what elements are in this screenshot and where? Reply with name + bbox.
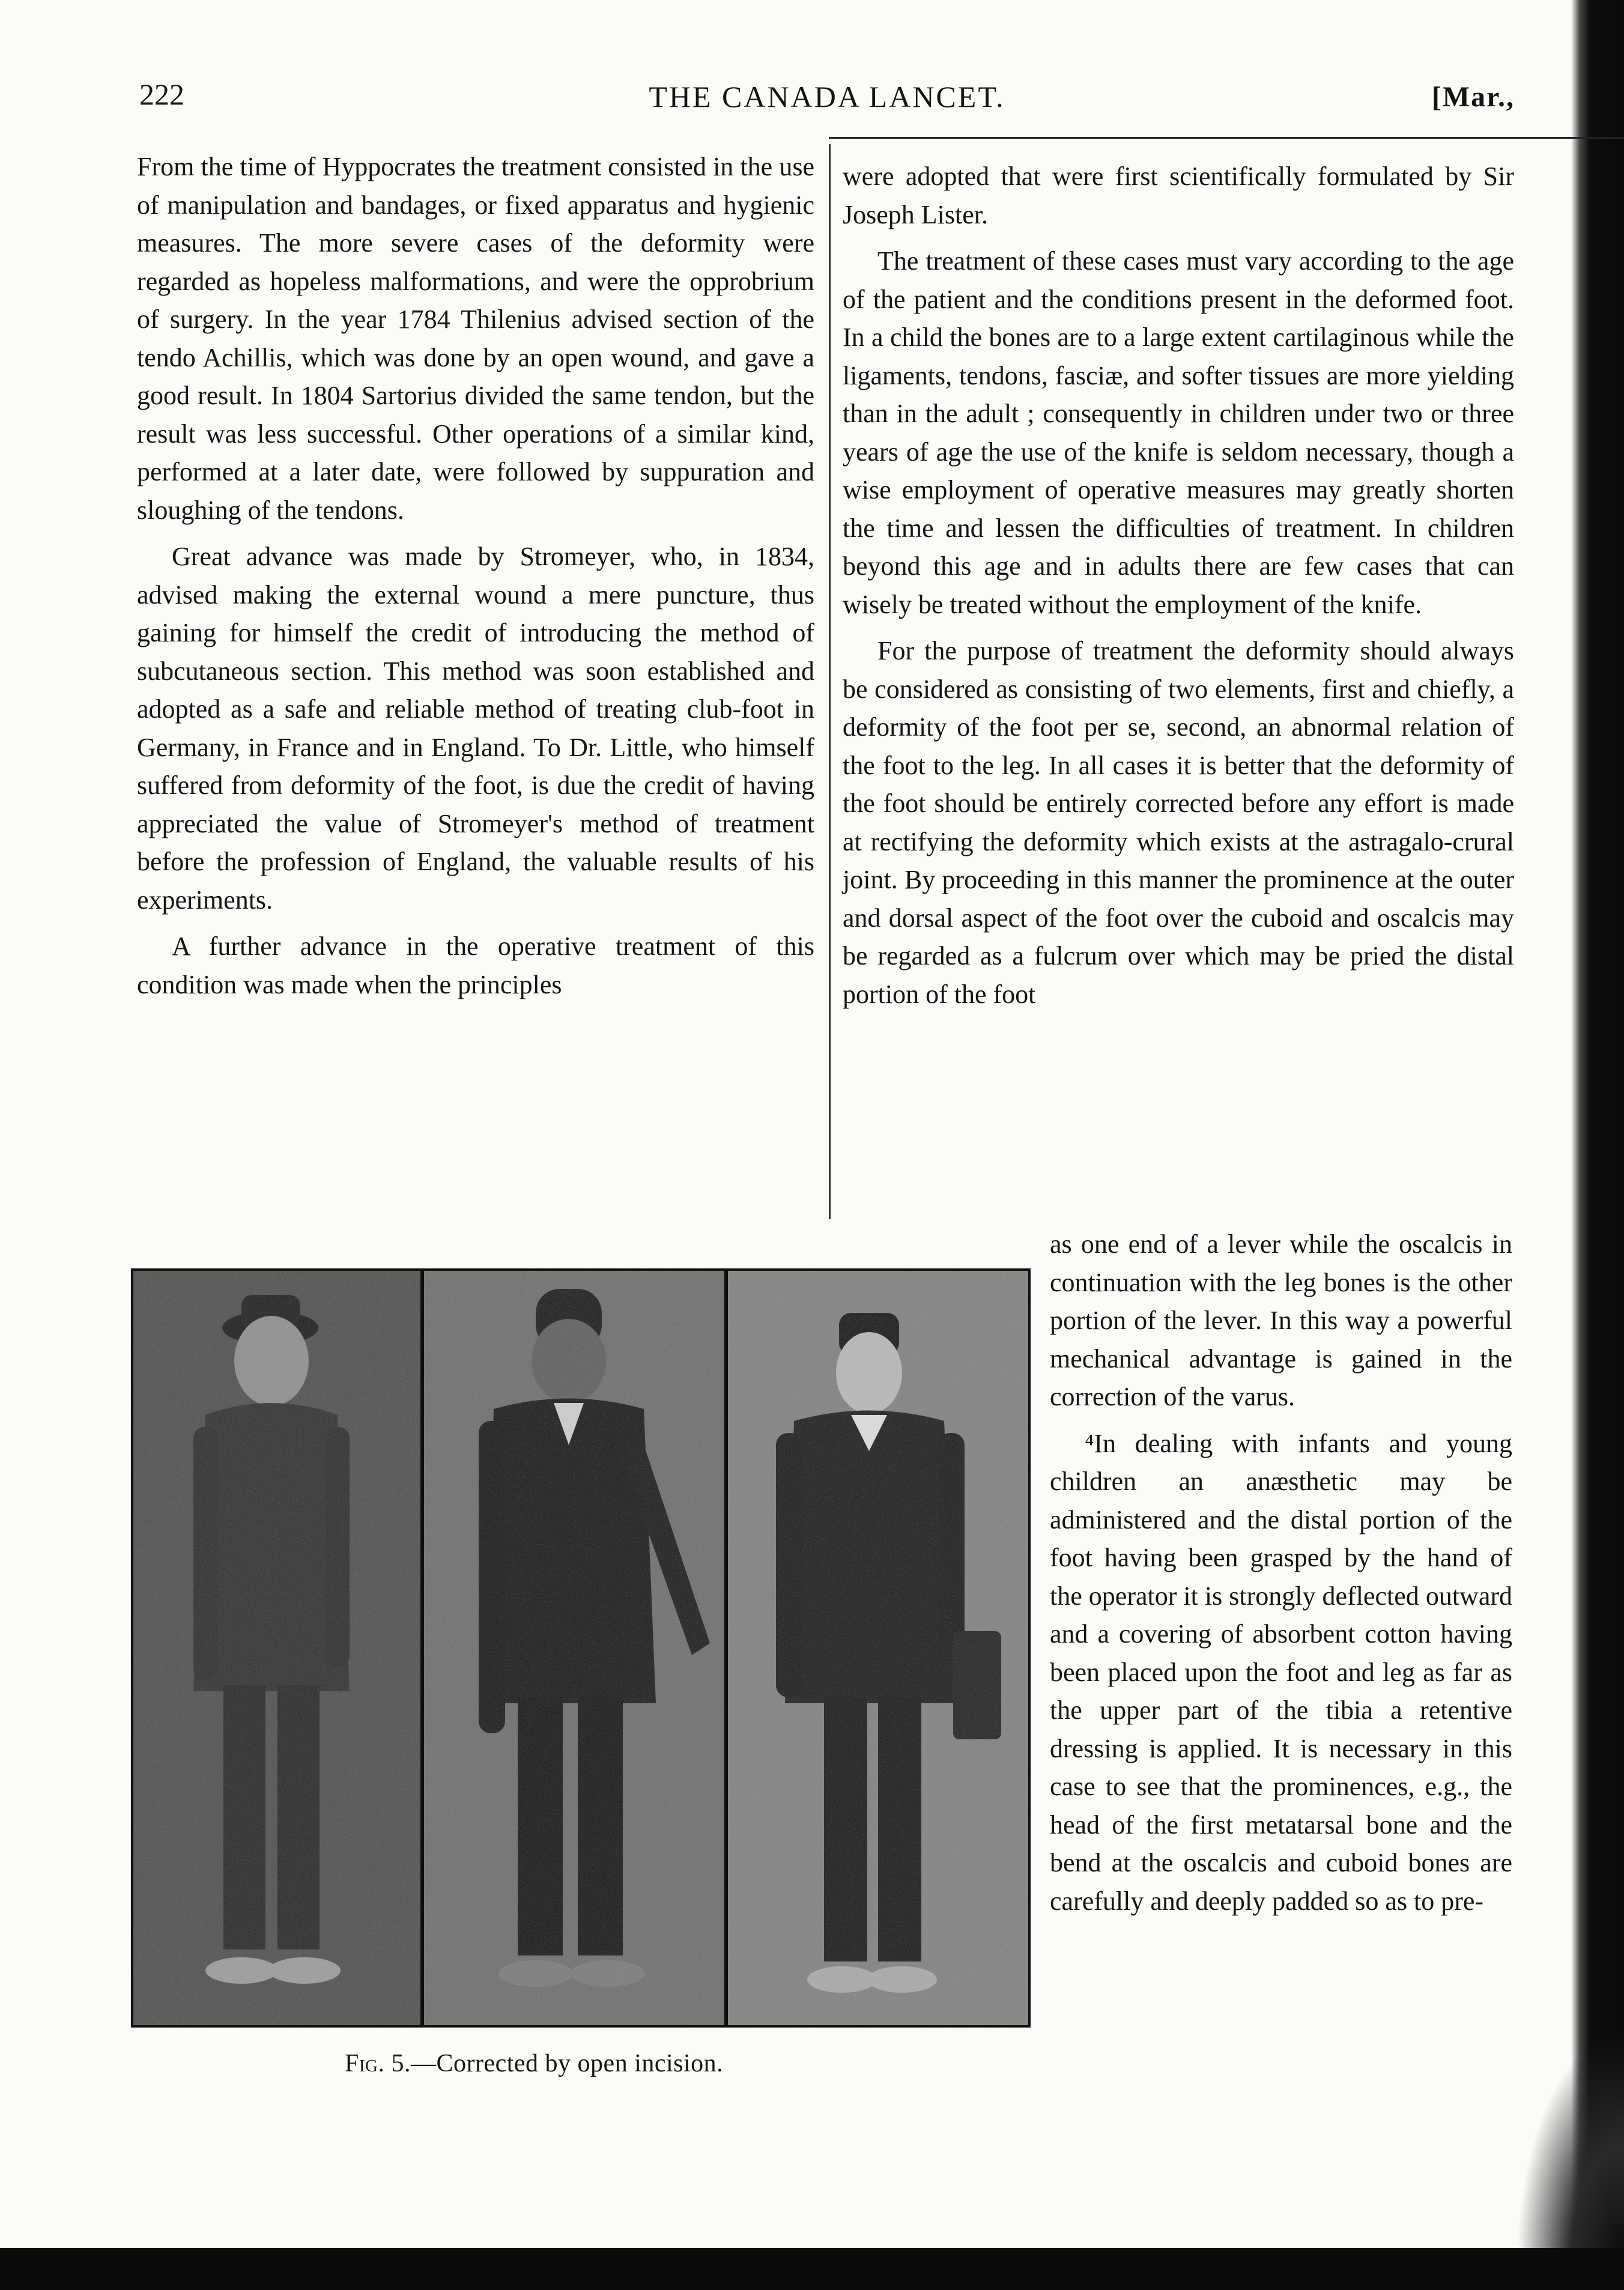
photo-divider (724, 1271, 728, 2025)
figure-caption (345, 2049, 723, 2078)
scan-bottom-border (0, 2248, 1624, 2290)
figure-caption-text: —Corrected by open incision. (410, 2050, 724, 2077)
photo-illustration (133, 1271, 1028, 2025)
page-header (139, 77, 1515, 125)
figure-photograph (131, 1268, 1031, 2028)
paragraph: as one end of a lever while the oscalcis in continuation with the leg bones is the other portion of the lever. In this way a powerful mechanical advantage is gained in the correction of the varus. (1050, 1229, 1512, 1411)
binding-edge (1571, 0, 1624, 2290)
paragraph: were adopted that were first scientifically formulated by Sir Joseph Lister. (843, 162, 1514, 229)
issue-month: [Mar., (1431, 81, 1515, 113)
paragraph: For the purpose of treatment the deformity should always be considered as consisting of two elements, first and chiefly, a deformity of the foot per se, second, an abnormal relation of the foot to the leg. In all cases it is better that the deformity of the foot should be entirely corrected before any effort is made at rectifying the deformity which exists at the astragalo-crural joint. By proceeding in this manner the prominence at the outer and dorsal aspect of the foot over the cuboid and oscalcis may be regarded as a fulcrum over which may be pried the distal portion of the foot (843, 636, 1514, 1009)
left-column (137, 148, 814, 1004)
paragraph: The treatment of these cases must vary according to the age of the patient and the conditions present in the deformed foot. In a child the bones are to a large extent cartilaginous while the ligaments, tendons, fasciæ, and softer tissues are more yielding than in the adult ; consequently in children under two or three years of age the use of the knife is seldom necessary, though a wise employment of operative measures may greatly shorten the time and lessen the difficulties of treatment. In children beyond this age and in adults there are few cases that can wisely be treated without the employment of the knife. (843, 246, 1514, 619)
right-column-continued (1050, 1225, 1512, 1920)
paragraph: From the time of Hyppocrates the treatment consisted in the use of manipulation and bandages, or fixed apparatus and hygienic measures. The more severe cases of the deformity were regarded as hopeless malformations, and were the opprobrium of surgery. In the year 1784 Thilenius advised section of the tendo Achillis, which was done by an open wound, and gave a good result. In 1804 Sartorius divided the same tendon, but the result was less successful. Other operations of a similar kind, performed at a later date, were followed by suppuration and sloughing of the tendons. (137, 152, 814, 525)
photo-divider (420, 1271, 424, 2025)
paragraph: ⁴In dealing with infants and young children an anæsthetic may be administered and the distal portion of the foot having been grasped by the hand of the operator it is strongly deflected outward and a covering of absorbent cotton having been placed upon the foot and leg as far as the upper part of the tibia a retentive dressing is applied. It is necessary in this case to see that the prominences, e.g., the head of the first metatarsal bone and the bend at the oscalcis and cuboid bones are carefully and deeply padded so as to pre- (1050, 1428, 1512, 1916)
figure-label: Fig. 5. (345, 2050, 411, 2077)
running-title: THE CANADA LANCET. (649, 80, 1005, 114)
header-rule (829, 137, 1624, 139)
page-number: 222 (139, 77, 184, 111)
column-divider (829, 144, 831, 1219)
paragraph: Great advance was made by Stromeyer, who, in 1834, advised making the external wound a mere puncture, thus gaining for himself the credit of introducing the method of subcutaneous section. This method was soon established and adopted as a safe and reliable method of treating club-foot in Germany, in France and in England. To Dr. Little, who himself suffered from deformity of the foot, is due the credit of having appreciated the value of Stromeyer's method of treatment before the profession of England, the valuable results of his experiments. (137, 542, 814, 915)
paragraph: A further advance in the operative treatment of this condition was made when the principles (137, 931, 814, 999)
right-column (843, 157, 1514, 1013)
